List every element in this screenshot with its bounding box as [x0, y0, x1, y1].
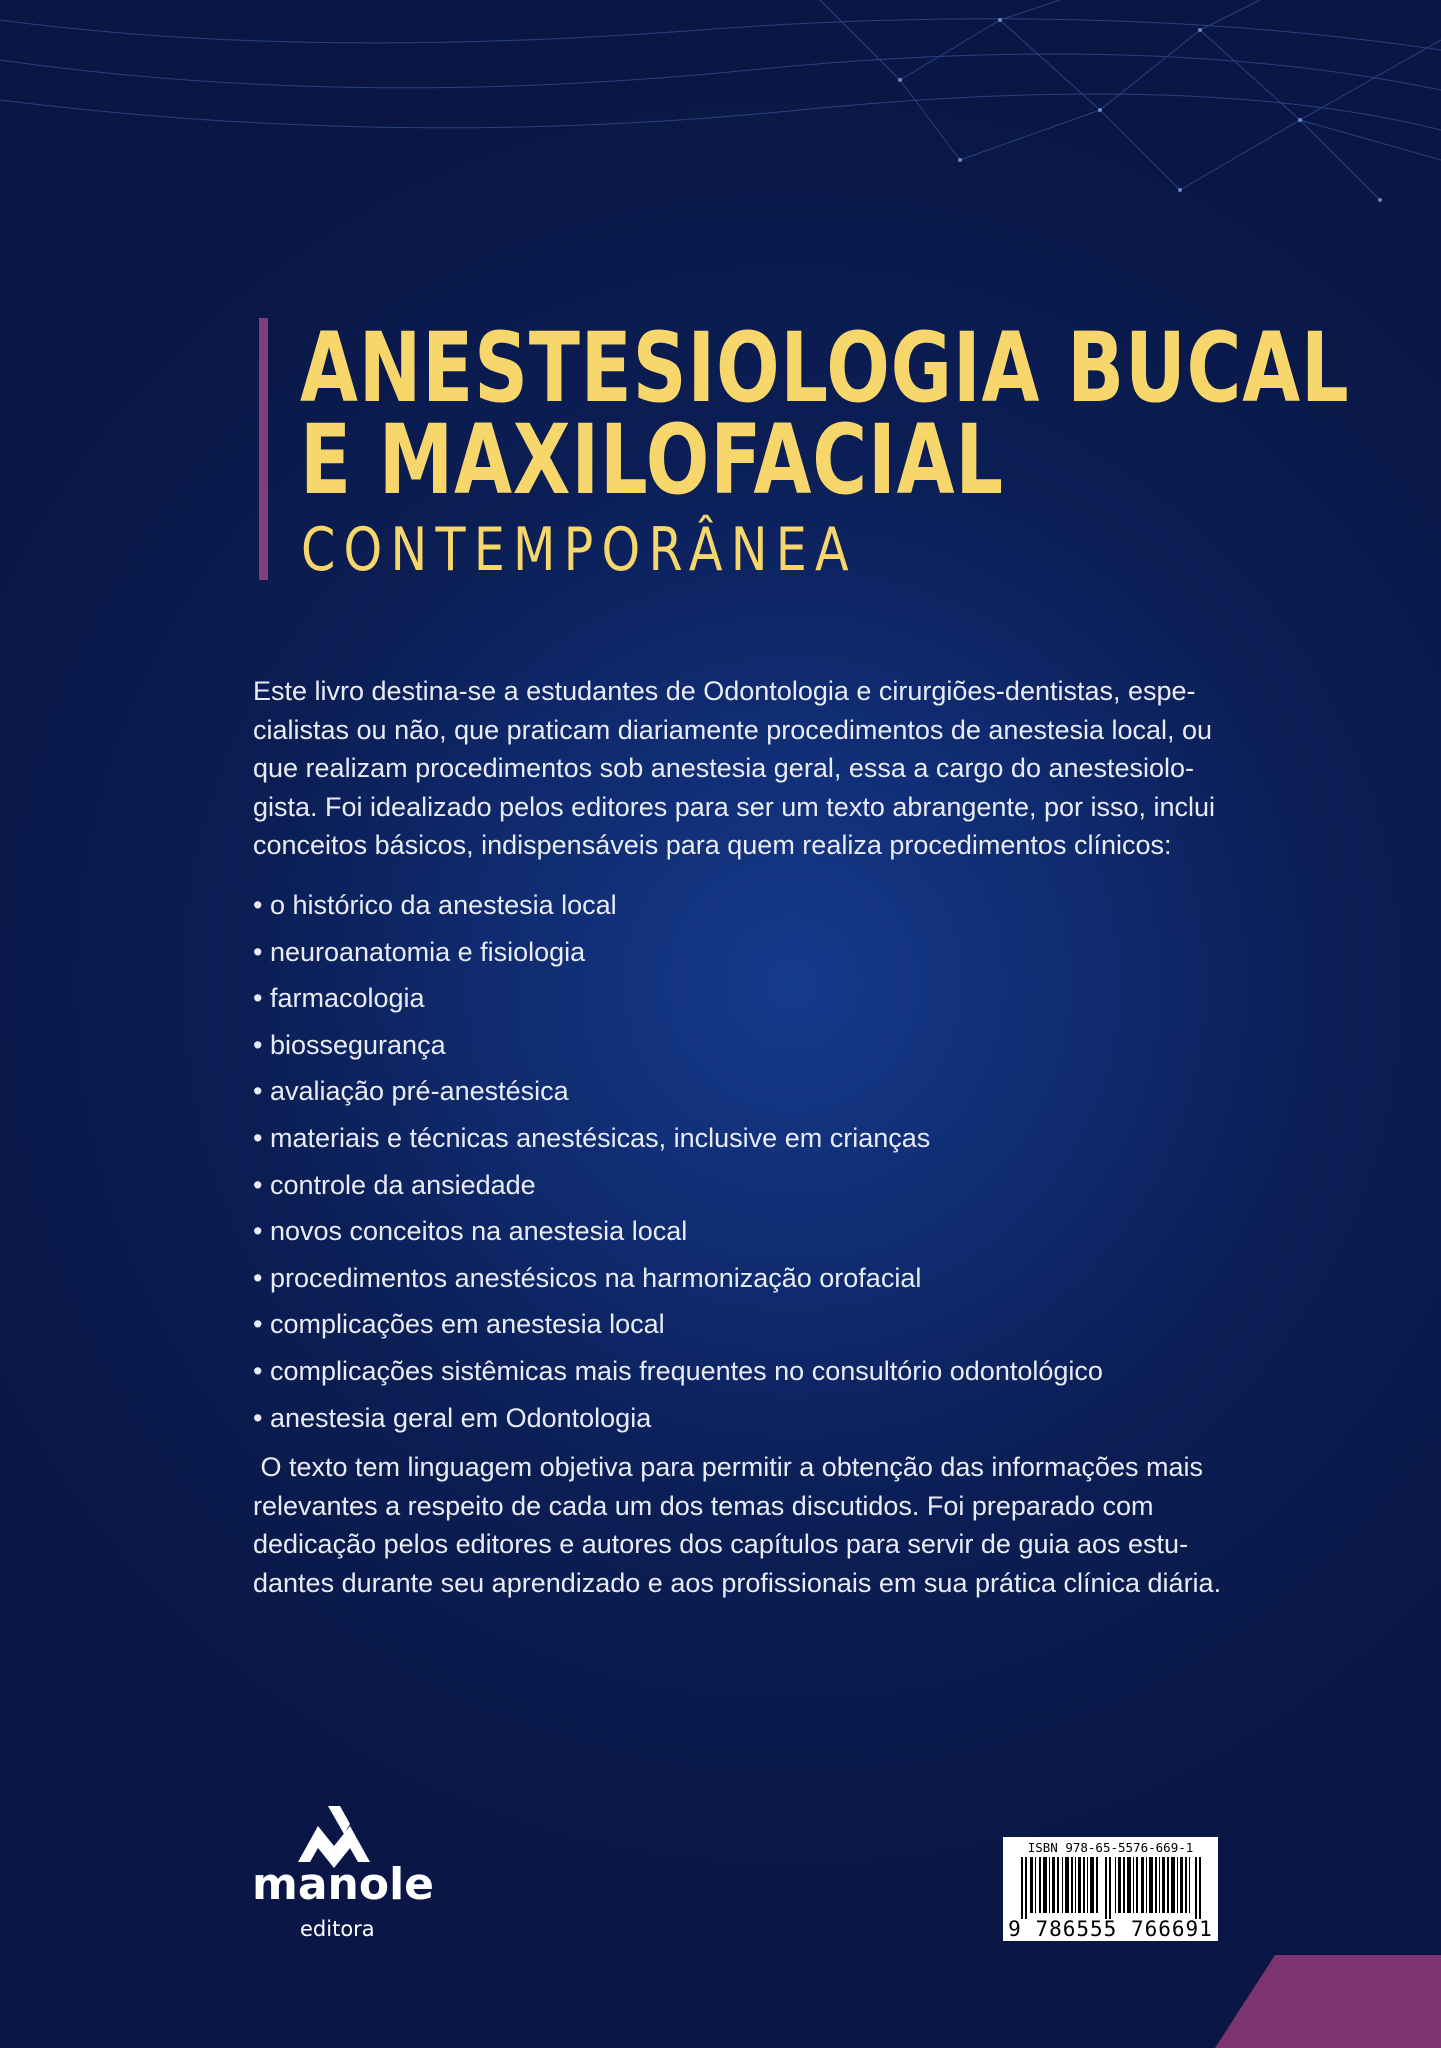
list-item: • biossegurança: [253, 1022, 1103, 1069]
ean-digits: 9 786555 766691: [1008, 1917, 1213, 1941]
intro-line: Este livro destina-se a estudantes de Odontologia e cirurgiões-dentistas, espe-: [253, 676, 1196, 706]
title-accent-bar: [259, 318, 268, 580]
intro-line: conceitos básicos, indispensáveis para quem realiza procedimentos clínicos:: [253, 830, 1172, 860]
intro-line: que realizam procedimentos sob anestesia geral, essa a cargo do anestesiolo-: [253, 753, 1195, 783]
isbn-barcode: [1003, 1837, 1218, 1941]
list-item: • controle da ansiedade: [253, 1162, 1103, 1209]
closing-line: O texto tem linguagem objetiva para permitir a obtenção das informações mais: [253, 1452, 1203, 1482]
isbn-label: ISBN 978-65-5576-669-1: [1027, 1840, 1194, 1855]
list-item: • complicações em anestesia local: [253, 1301, 1103, 1348]
network-background-graphic: [0, 0, 1441, 240]
list-item: • farmacologia: [253, 975, 1103, 1022]
closing-paragraph: [253, 1448, 1228, 1602]
book-title-line-1: ANESTESIOLOGIA BUCAL: [300, 312, 1350, 424]
closing-line: relevantes a respeito de cada um dos temas discutidos. Foi preparado com: [253, 1490, 1154, 1521]
intro-line: gista. Foi idealizado pelos editores para ser um texto abrangente, por isso, inclui: [253, 791, 1216, 822]
closing-line: dantes durante seu aprendizado e aos profissionais em sua prática clínica diária.: [253, 1567, 1222, 1598]
corner-accent-shape: [1215, 1955, 1441, 2048]
book-subtitle: CONTEMPORÂNEA: [301, 515, 857, 585]
intro-paragraph: [253, 672, 1218, 865]
list-item: • complicações sistêmicas mais frequentes no consultório odontológico: [253, 1348, 1103, 1395]
list-item: • materiais e técnicas anestésicas, inclusive em crianças: [253, 1115, 1103, 1162]
list-item: • neuroanatomia e fisiologia: [253, 929, 1103, 976]
list-item: • avaliação pré-anestésica: [253, 1068, 1103, 1115]
list-item: • novos conceitos na anestesia local: [253, 1208, 1103, 1255]
intro-line: cialistas ou não, que praticam diariamente procedimentos de anestesia local, ou: [253, 714, 1213, 745]
list-item: • anestesia geral em Odontologia: [253, 1395, 1103, 1442]
closing-line: dedicação pelos editores e autores dos capítulos para servir de guia aos estu-: [253, 1529, 1189, 1559]
list-item: • procedimentos anestésicos na harmonização orofacial: [253, 1255, 1103, 1302]
book-title-line-2: E MAXILOFACIAL: [300, 404, 1004, 516]
list-item: • o histórico da anestesia local: [253, 882, 1103, 929]
publisher-sub: editora: [300, 1917, 375, 1941]
topics-list: [253, 882, 1103, 1441]
barcode-bars: [1011, 1857, 1211, 1919]
publisher-name: manole: [252, 1859, 435, 1910]
